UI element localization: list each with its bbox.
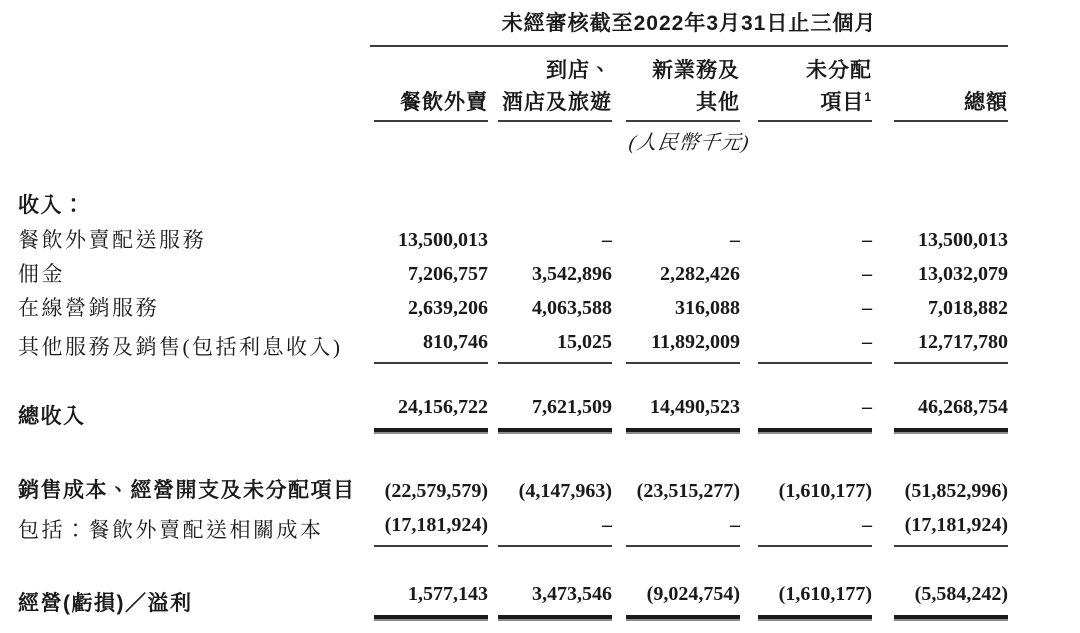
column-header-line2: 餐飲外賣: [400, 91, 488, 114]
currency-unit-note: (人民幣千元): [627, 132, 751, 154]
cell-value: 2,639,206: [408, 297, 488, 319]
column-header-in-store-hotel-travel: [488, 58, 612, 122]
cell-value: –: [602, 229, 612, 251]
double-accounting-rule: [374, 615, 488, 621]
cell-value: (9,024,754): [612, 577, 740, 621]
table-row-revenue-section-label: [18, 189, 1080, 223]
double-accounting-rule: [894, 428, 1008, 434]
cell-value: (51,852,996): [904, 480, 1008, 502]
cell-value: –: [740, 325, 872, 364]
cell-value: 7,206,757: [408, 263, 488, 285]
unit-note-row: [18, 131, 1080, 155]
row-label: 餐飲外賣配送服務: [18, 228, 206, 252]
single-accounting-rule: [498, 362, 612, 364]
column-header-line1: 到店、: [546, 59, 612, 82]
column-header-line2: 酒店及旅遊: [502, 91, 612, 114]
table-row-other-services-and-sales: [18, 325, 1080, 364]
table-row-delivery-services: [18, 223, 1080, 257]
double-accounting-rule: [758, 615, 872, 621]
column-header-rule: [374, 120, 488, 122]
column-header-line2: 總額: [964, 91, 1008, 114]
double-accounting-rule: [498, 615, 612, 621]
cell-value: –: [740, 390, 872, 434]
cell-value: (5,584,242): [872, 577, 1008, 621]
row-label: 銷售成本、經營開支及未分配項目: [18, 479, 356, 502]
cell-value: –: [488, 508, 612, 547]
column-header-row: [18, 58, 1080, 122]
row-label: 收入：: [18, 194, 86, 217]
row-label: 在線營銷服務: [18, 296, 159, 320]
cell-value: (1,610,177): [778, 480, 872, 502]
table-row-including-delivery-related-costs: [18, 508, 1080, 547]
cell-value: 13,032,079: [918, 263, 1008, 285]
row-label: 總收入: [18, 405, 86, 428]
cell-value: 13,500,013: [398, 229, 488, 251]
column-header-line1: 未分配: [806, 59, 872, 82]
table-row-commission: [18, 257, 1080, 291]
cell-value: (1,610,177): [740, 577, 872, 621]
cell-value: (22,579,579): [384, 480, 488, 502]
table-row-online-marketing-services: [18, 291, 1080, 325]
cell-value: 3,542,896: [532, 263, 612, 285]
row-label: 包括：餐飲外賣配送相關成本: [18, 518, 324, 542]
period-title: 未經審核截至2022年3月31日止三個月: [501, 12, 877, 35]
cell-value: 810,746: [370, 325, 488, 364]
footnote-marker: 1: [864, 90, 872, 104]
single-accounting-rule: [758, 362, 872, 364]
cell-value: (4,147,963): [518, 480, 612, 502]
cell-value: 7,621,509: [488, 390, 612, 434]
single-accounting-rule: [374, 362, 488, 364]
double-accounting-rule: [894, 615, 1008, 621]
cell-value: 15,025: [488, 325, 612, 364]
cell-value: 4,063,588: [532, 297, 612, 319]
row-label: 其他服務及銷售(包括利息收入): [18, 335, 343, 359]
cell-value: –: [862, 229, 872, 251]
period-title-rule: [370, 45, 1008, 47]
double-accounting-rule: [374, 428, 488, 434]
column-header-rule: [498, 120, 612, 122]
cell-value: (23,515,277): [636, 480, 740, 502]
column-header-unallocated-items: [740, 58, 872, 122]
period-header-row: [18, 10, 1080, 47]
cell-value: –: [612, 508, 740, 547]
column-header-rule: [894, 120, 1008, 122]
cell-value: –: [730, 229, 740, 251]
cell-value: 3,473,546: [488, 577, 612, 621]
cell-value: (17,181,924): [370, 508, 488, 547]
cell-value: –: [862, 297, 872, 319]
cell-value: 11,892,009: [612, 325, 740, 364]
column-header-food-delivery: [370, 58, 488, 122]
cell-value: 46,268,754: [872, 390, 1008, 434]
cell-value: 2,282,426: [660, 263, 740, 285]
table-row-total-revenues: [18, 390, 1080, 434]
single-accounting-rule: [894, 362, 1008, 364]
column-header-new-initiatives-others: [612, 58, 740, 122]
single-accounting-rule: [758, 545, 872, 547]
table-row-operating-loss-profit: [18, 577, 1080, 621]
cell-value: (17,181,924): [872, 508, 1008, 547]
single-accounting-rule: [498, 545, 612, 547]
cell-value: 12,717,780: [872, 325, 1008, 364]
column-header-rule: [758, 120, 872, 122]
cell-value: 14,490,523: [612, 390, 740, 434]
cell-value: 316,088: [675, 297, 740, 319]
column-header-line2: 項目$^1$: [820, 90, 872, 114]
row-label: 佣金: [18, 262, 65, 286]
double-accounting-rule: [498, 428, 612, 434]
single-accounting-rule: [626, 362, 740, 364]
column-header-rule: [626, 120, 740, 122]
double-accounting-rule: [626, 615, 740, 621]
cell-value: 7,018,882: [928, 297, 1008, 319]
column-header-line2: 其他: [696, 91, 740, 114]
cell-value: 13,500,013: [918, 229, 1008, 251]
double-accounting-rule: [626, 428, 740, 434]
table-body: [18, 189, 1080, 621]
cell-value: 24,156,722: [370, 390, 488, 434]
column-header-total: [872, 58, 1008, 122]
column-header-line1: 新業務及: [652, 59, 740, 82]
single-accounting-rule: [374, 545, 488, 547]
cell-value: 1,577,143: [370, 577, 488, 621]
row-label: 經營(虧損)／溢利: [18, 592, 193, 615]
table-row-cost-expenses-unallocated: [18, 474, 1080, 508]
period-header: [370, 10, 1008, 47]
double-accounting-rule: [758, 428, 872, 434]
single-accounting-rule: [626, 545, 740, 547]
cell-value: –: [862, 263, 872, 285]
single-accounting-rule: [894, 545, 1008, 547]
cell-value: –: [740, 508, 872, 547]
